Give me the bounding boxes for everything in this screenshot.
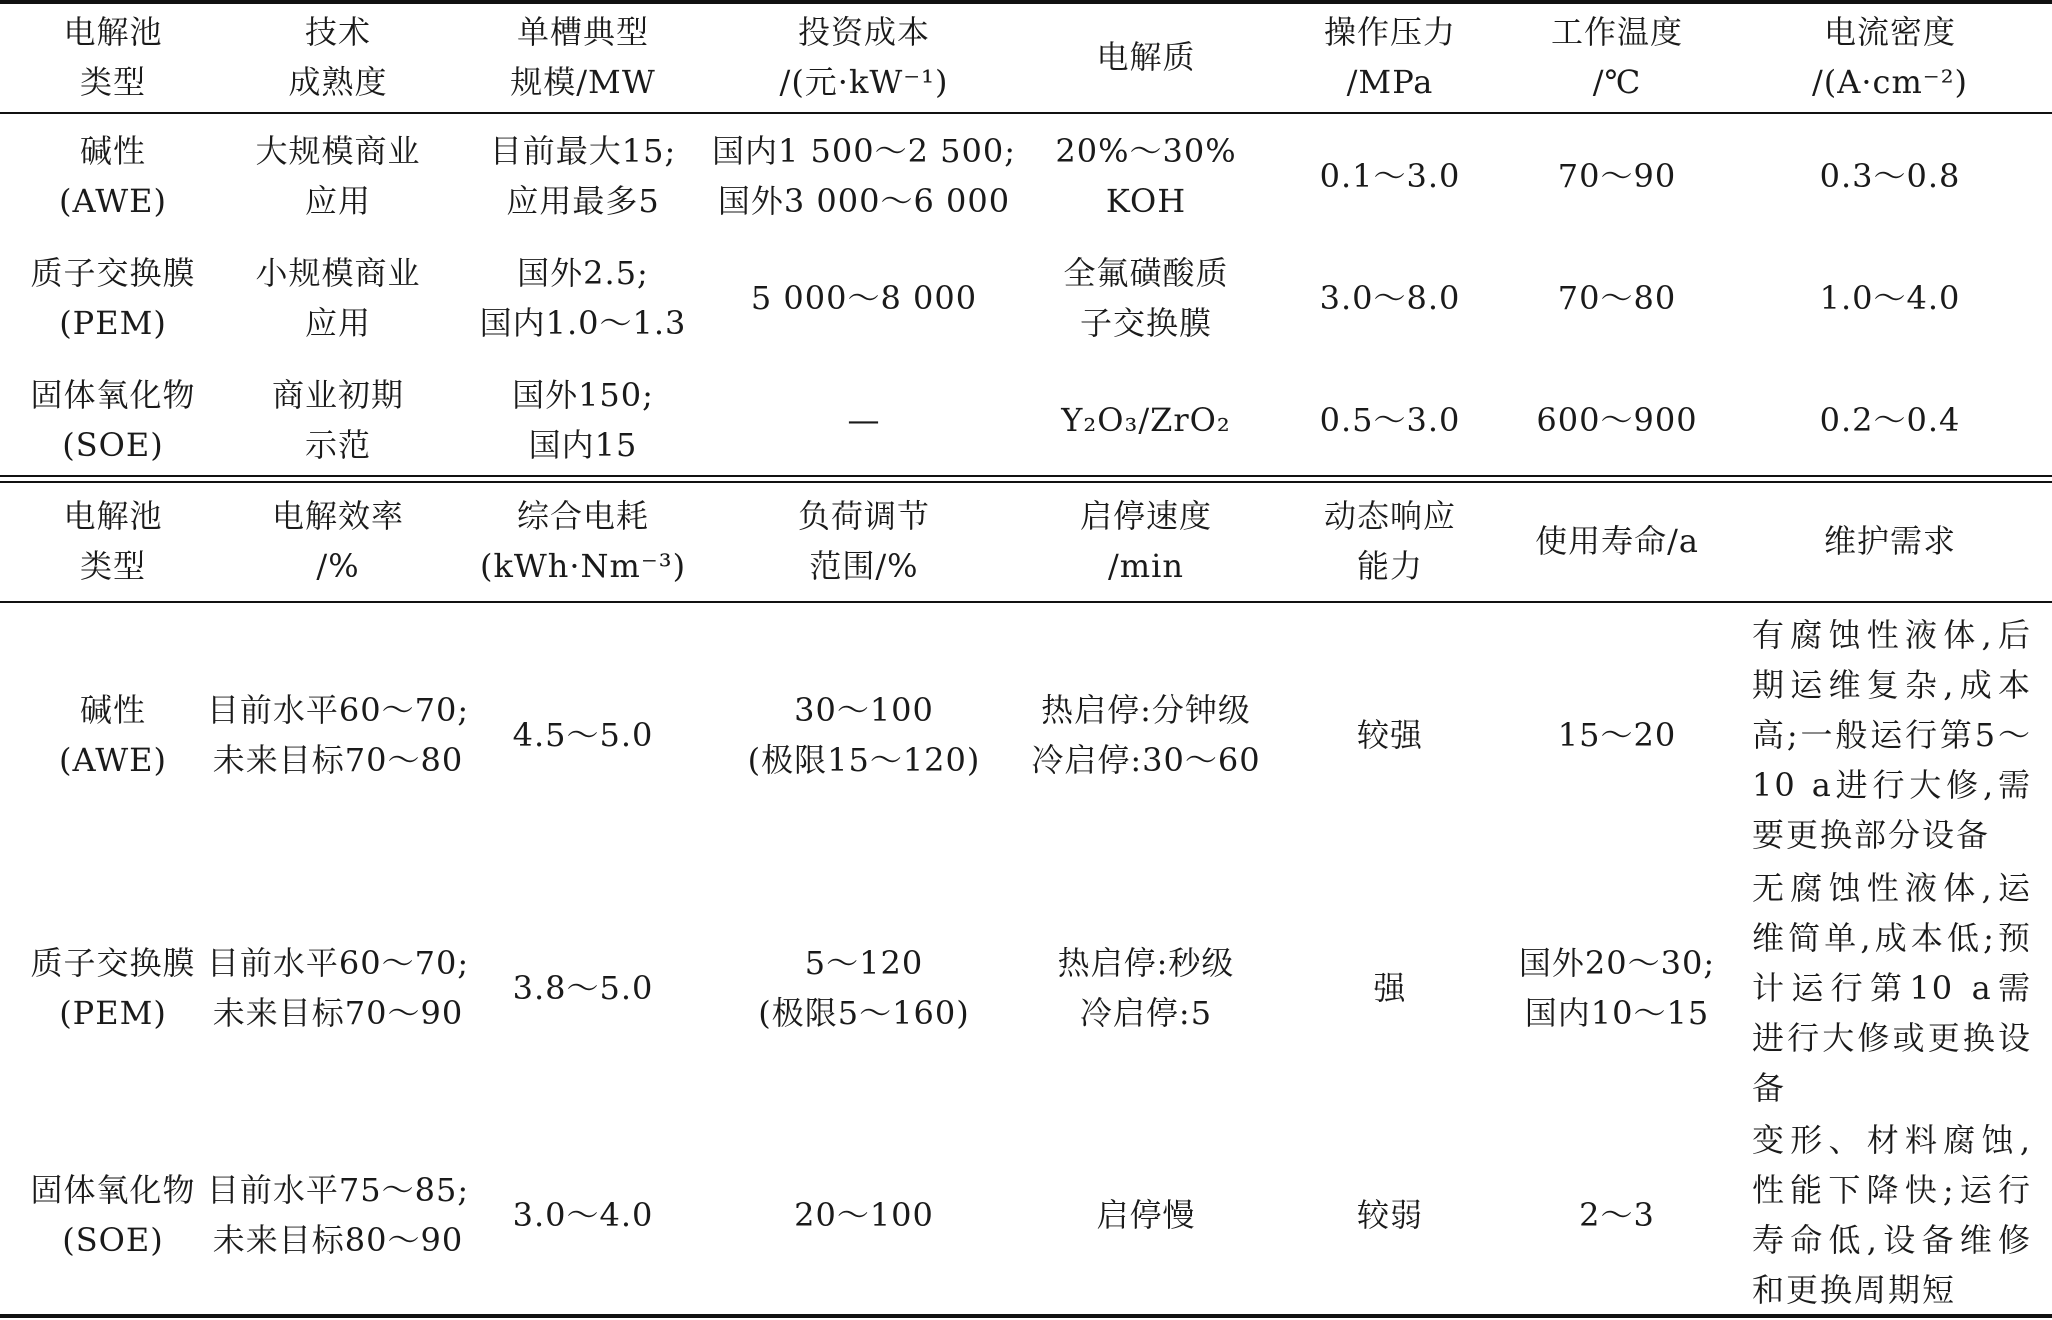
table1-header-cell-line: 操作压力 [1323,13,1456,51]
top-rule [0,0,2052,4]
table1-cell [1740,151,2040,201]
table1-cell [1011,248,1281,348]
table1-cell-line: 国外150; [512,376,654,414]
table1-cell-line: 固体氧化物 [30,376,196,414]
table1-header-cell-line: 电解池 [63,13,163,51]
table1-cell [458,370,708,470]
table1-cell [1497,273,1737,323]
table2-cell [206,938,470,1038]
table1-header-cell-line: /MPa [1346,63,1434,101]
table2-header-cell [714,491,1014,591]
table2-header-cell-line: (kWh·Nm⁻³) [479,547,687,585]
table1-cell-line: 目前最大15; [489,132,677,170]
table-divider-rule-a [0,475,2052,477]
table1-cell-line: (PEM) [59,304,167,342]
table2-cell-line: 未来目标70～90 [212,994,464,1032]
table2-cell-line: 启停慢 [1096,1196,1196,1234]
table1-header-cell [223,7,453,107]
table2-cell [458,963,708,1013]
table1-header-cell [714,7,1014,107]
table1-header-cell [1497,7,1737,107]
table1-cell-line: 0.1～3.0 [1319,157,1461,195]
table2-header-cell-line: 维护需求 [1823,522,1956,560]
table1-cell-line: 全氟磺酸质 [1063,254,1229,292]
table1-cell [1290,151,1490,201]
maintenance-text: 无腐蚀性液体,运维简单,成本低;预计运行第10 a需进行大修或更换设备 [1752,869,2032,1107]
table1-header-cell [1290,7,1490,107]
table1-cell-line: 示范 [304,426,371,464]
table2-cell-line: 目前水平75～85; [206,1171,470,1209]
table1-header-cell [1011,32,1281,82]
table2-cell-line: 热启停:分钟级 [1041,691,1251,729]
table1-cell-line: 3.0～8.0 [1319,279,1461,317]
table1-cell [1740,395,2040,445]
table1-header-cell [1,7,225,107]
table2-header-cell [223,491,453,591]
table2-cell [1497,938,1737,1038]
table2-cell-line: 国内10～15 [1524,994,1710,1032]
maintenance-text: 变形、材料腐蚀,性能下降快;运行寿命低,设备维修和更换周期短 [1752,1121,2032,1309]
table1-cell [1011,126,1281,226]
table2-header-cell [1,491,225,591]
table1-cell [1,126,225,226]
table1-header-cell-line: 电解质 [1096,38,1196,76]
table1-header-rule [0,112,2052,114]
table1-cell-line: 600～900 [1536,401,1698,439]
table1-cell-line: — [847,401,881,439]
table1-header-cell-line: /(A·cm⁻²) [1811,63,1968,101]
table1-cell [458,248,708,348]
table2-cell-line: 5～120 [804,944,924,982]
table2-header-cell-line: /min [1108,547,1184,585]
table2-cell [1011,685,1281,785]
table1-cell [1011,395,1281,445]
table2-cell-line: (极限5～160) [758,994,970,1032]
table1-cell-line: 小规模商业 [255,254,421,292]
table2-cell [1011,1190,1281,1240]
table1-cell [1497,395,1737,445]
bottom-rule [0,1314,2052,1318]
table1-cell-line: (AWE) [58,182,168,220]
table1-cell [1290,273,1490,323]
table2-header-cell [1290,491,1490,591]
table2-cell [458,1190,708,1240]
table2-cell-line: 碱性 [79,691,146,729]
table-divider-rule-b [0,481,2052,483]
table2-header-cell-line: 启停速度 [1079,497,1212,535]
table2-cell [458,710,708,760]
table1-header-cell [458,7,708,107]
table1-cell [714,395,1014,445]
table1-header-cell-line: 电流密度 [1823,13,1956,51]
table2-cell [714,685,1014,785]
table2-cell [1497,1190,1737,1240]
table2-header-cell [1011,491,1281,591]
table2-header-cell-line: 类型 [79,547,146,585]
table2-cell-line: (PEM) [59,994,167,1032]
table2-cell-line: 冷启停:5 [1079,994,1213,1032]
table2-cell-line: 未来目标80～90 [212,1221,464,1259]
table2-header-cell-line: 负荷调节 [797,497,930,535]
table2-cell-line: 较强 [1356,716,1423,754]
table1-cell-line: 国内1 500～2 500; [712,132,1017,170]
table2-header-cell-line: 动态响应 [1323,497,1456,535]
table1-header-cell-line: 单槽典型 [516,13,649,51]
table1-cell [1,248,225,348]
table1-cell-line: 70～90 [1557,157,1677,195]
table1-cell-line: 应用 [304,182,371,220]
table1-cell [712,126,1017,226]
table2-cell-line: 目前水平60～70; [206,691,470,729]
table2-cell [1290,710,1490,760]
table2-cell-line: 2～3 [1579,1196,1655,1234]
table2-cell-line: (极限15～120) [747,741,981,779]
table1-header-cell [1740,7,2040,107]
table1-header-cell-line: 成熟度 [288,63,388,101]
table1-cell-line: 20%～30% [1055,132,1237,170]
table1-cell [223,126,453,226]
table1-cell-line: 质子交换膜 [30,254,196,292]
table1-header-cell-line: 技术 [304,13,371,51]
table1-cell-line: 碱性 [79,132,146,170]
table1-cell [1,370,225,470]
table2-cell [1,938,225,1038]
table2-cell [1011,938,1281,1038]
table2-header-cell-line: 电解效率 [271,497,404,535]
table1-cell [1497,151,1737,201]
table2-cell-line: 20～100 [794,1196,934,1234]
table1-cell [1290,395,1490,445]
table1-cell-line: KOH [1105,182,1187,220]
table1-cell [223,370,453,470]
table1-cell-line: 国外3 000～6 000 [717,182,1011,220]
table2-header-cell-line: 综合电耗 [516,497,649,535]
table1-cell-line: 商业初期 [271,376,404,414]
table1-header-cell-line: /℃ [1592,63,1642,101]
table1-cell-line: 大规模商业 [255,132,421,170]
table2-cell [1290,963,1490,1013]
table1-cell-line: 国内1.0～1.3 [479,304,687,342]
table2-cell [1497,710,1737,760]
table2-cell-line: 15～20 [1557,716,1677,754]
table2-cell-line: (AWE) [58,741,168,779]
table2-header-cell-line: 范围/% [809,547,919,585]
table2-header-cell [1497,516,1737,566]
table1-cell-line: 子交换膜 [1079,304,1212,342]
table1-cell-line: 应用 [304,304,371,342]
table2-cell-line: 质子交换膜 [30,944,196,982]
table2-cell [714,1190,1014,1240]
table1-cell-line: 0.2～0.4 [1819,401,1961,439]
table1-header-cell-line: 工作温度 [1550,13,1683,51]
table1-cell-line: 应用最多5 [506,182,660,220]
table1-cell-line: 国外2.5; [517,254,649,292]
table2-cell [1290,1190,1490,1240]
table2-header-cell-line: 能力 [1356,547,1423,585]
table2-header-cell [1740,516,2040,566]
table2-cell-line: 3.8～5.0 [512,969,654,1007]
table2-cell-line: 30～100 [794,691,934,729]
table1-cell [223,248,453,348]
table2-cell [1,1165,225,1265]
table1-cell-line: 国内15 [528,426,638,464]
table1-cell [458,126,708,226]
table1-cell-line: (SOE) [62,426,164,464]
table2-cell-line: 固体氧化物 [30,1171,196,1209]
table1-cell-line: 1.0～4.0 [1819,279,1961,317]
table1-cell-line: 70～80 [1557,279,1677,317]
table2-cell [1,685,225,785]
table2-cell [714,938,1014,1038]
table1-cell-line: Y₂O₃/ZrO₂ [1061,401,1231,439]
table1-header-cell-line: 类型 [79,63,146,101]
table1-header-cell-line: 投资成本 [797,13,930,51]
table2-header-rule [0,601,2052,603]
table2-cell [206,685,470,785]
table1-cell-line: 0.5～3.0 [1319,401,1461,439]
table1-cell [1740,273,2040,323]
table2-header-cell [458,491,708,591]
table1-header-cell-line: 规模/MW [510,63,656,101]
table2-cell-line: 冷启停:30～60 [1031,741,1261,779]
table2-cell-line: 目前水平60～70; [206,944,470,982]
table2-cell-line: (SOE) [62,1221,164,1259]
table2-cell-line: 4.5～5.0 [512,716,654,754]
table2-cell-line: 热启停:秒级 [1057,944,1235,982]
table2-cell-line: 3.0～4.0 [512,1196,654,1234]
table1-cell [714,273,1014,323]
table2-header-cell-line: /% [316,547,360,585]
maintenance-text: 有腐蚀性液体,后期运维复杂,成本高;一般运行第5～10 a进行大修,需要更换部分设备 [1752,616,2032,854]
table2-cell-line: 较弱 [1356,1196,1423,1234]
table1-cell-line: 5 000～8 000 [750,279,978,317]
table1-header-cell-line: /(元·kW⁻¹) [779,63,949,101]
table2-cell [206,1165,470,1265]
table2-cell-line: 国外20～30; [1518,944,1716,982]
table2-cell-line: 强 [1373,969,1407,1007]
table1-cell-line: 0.3～0.8 [1819,157,1961,195]
table2-header-cell-line: 电解池 [63,497,163,535]
table2-header-cell-line: 使用寿命/a [1535,522,1699,560]
table2-cell-line: 未来目标70～80 [212,741,464,779]
